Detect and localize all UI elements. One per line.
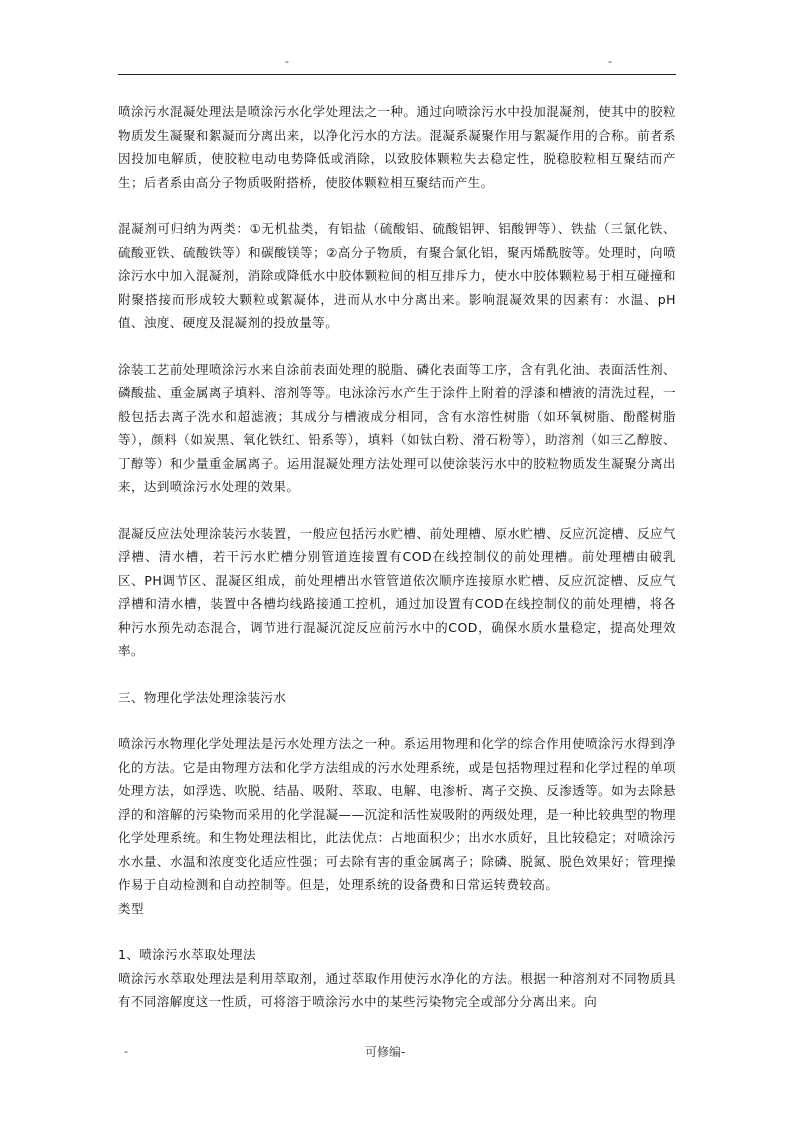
header-divider [118,74,676,75]
header-right-mark: - [608,55,612,68]
paragraph-spacer [118,194,676,217]
footer-editable-label: 可修编- [365,1045,406,1059]
paragraph-spacer [118,920,676,943]
section-heading-physicochemical: 三、物理化学法处理涂装污水 [118,689,287,705]
document-body [118,100,676,1014]
types-label: 类型 [118,900,144,916]
paragraph-spacer [118,335,676,358]
paragraph-extraction-method: 喷涂污水萃取处理法是利用萃取剂，通过萃取作用使污水净化的方法。根据一种溶剂对不同物质具有不同溶解度这一性质，可将溶于喷涂污水中的某些污染物完全或部分分离出来。向 [118,970,676,1009]
paragraph-spacer [118,709,676,732]
subsection-heading-extraction: 1、喷涂污水萃取处理法 [118,947,256,962]
paragraph-pretreatment-wastewater: 涂装工艺前处理喷涂污水来自涂前表面处理的脱脂、磷化表面等工序，含有乳化油、表面活性剂、磷酸盐、重金属离子填料、溶剂等等。电泳涂污水产生于涂件上附着的浮漆和槽液的清洗过程，一般包括去离子洗水和超滤液；其成分与槽液成分相同，含有水溶性树脂（如环氧树脂、酚醛树脂等），颜料（如炭黑、氧化铁红、铅系等），填料（如钛白粉、滑石粉等），助溶剂（如三乙醇胺、丁醇等）和少量重金属离子。运用混凝处理方法处理可以使涂装污水中的胶粒物质发生凝聚分离出来，达到喷涂污水处理的效果。 [118,361,676,494]
paragraph-reaction-device: 混凝反应法处理涂装污水装置，一般应包括污水贮槽、前处理槽、原水贮槽、反应沉淀槽、反应气浮槽、清水槽，若干污水贮槽分别管道连接置有COD在线控制仪的前处理槽。前处理槽由破乳区、PH调节区、混凝区组成，前处理槽出水管管道依次顺序连接原水贮槽、反应沉淀槽、反应气浮槽和清水槽，装置中各槽均线路接通工控机，通过加设置有COD在线控制仪的前处理槽，将各种污水预先动态混合，调节进行混凝沉淀反应前污水中的COD，确保水质水量稳定，提高处理效率。 [118,525,676,658]
paragraph-coagulant-types: 混凝剂可归纳为两类：①无机盐类，有铝盐（硫酸铝、硫酸铝钾、铝酸钾等）、铁盐（三氯化铁、硫酸亚铁、硫酸铁等）和碳酸镁等；②高分子物质，有聚合氯化铝，聚丙烯酰胺等。处理时，向喷涂污水中加入混凝剂，消除或降低水中胶体颗粒间的相互排斥力，使水中胶体颗粒易于相互碰撞和附聚搭接而形成较大颗粒或絮凝体，进而从水中分离出来。影响混凝效果的因素有：水温、pH值、浊度、硬度及混凝剂的投放量等。 [118,221,676,330]
paragraph-physicochemical-method: 喷涂污水物理化学处理法是污水处理方法之一种。系运用物理和化学的综合作用使喷涂污水得到净化的方法。它是由物理方法和化学方法组成的污水处理系统，或是包括物理过程和化学过程的单项处理方法，如浮选、吹脱、结晶、吸附、萃取、电解、电渗析、离子交换、反渗透等。如为去除悬浮的和溶解的污染物而采用的化学混凝——沉淀和活性炭吸附的两级处理，是一种比较典型的物理化学处理系统。和生物处理法相比，此法优点：占地面积少；出水水质好，且比较稳定；对喷涂污水水量、水温和浓度变化适应性强；可去除有害的重金属离子；除磷、脱氮、脱色效果好；管理操作易于自动检测和自动控制等。但是，处理系统的设备费和日常运转费较高。 [118,736,676,892]
header-left-mark: - [285,55,289,68]
paragraph-spacer [118,499,676,522]
paragraph-spacer [118,663,676,686]
paragraph-coagulation-intro: 喷涂污水混凝处理法是喷涂污水化学处理法之一种。通过向喷涂污水中投加混凝剂，使其中的胶粒物质发生凝聚和絮凝而分离出来，以净化污水的方法。混凝系凝聚作用与絮凝作用的合称。前者系因投加电解质，使胶粒电动电势降低或消除，以致胶体颗粒失去稳定性，脱稳胶粒相互聚结而产生；后者系由高分子物质吸附搭桥，使胶体颗粒相互聚结而产生。 [118,104,676,190]
footer-dash-mark: - [124,1045,128,1058]
